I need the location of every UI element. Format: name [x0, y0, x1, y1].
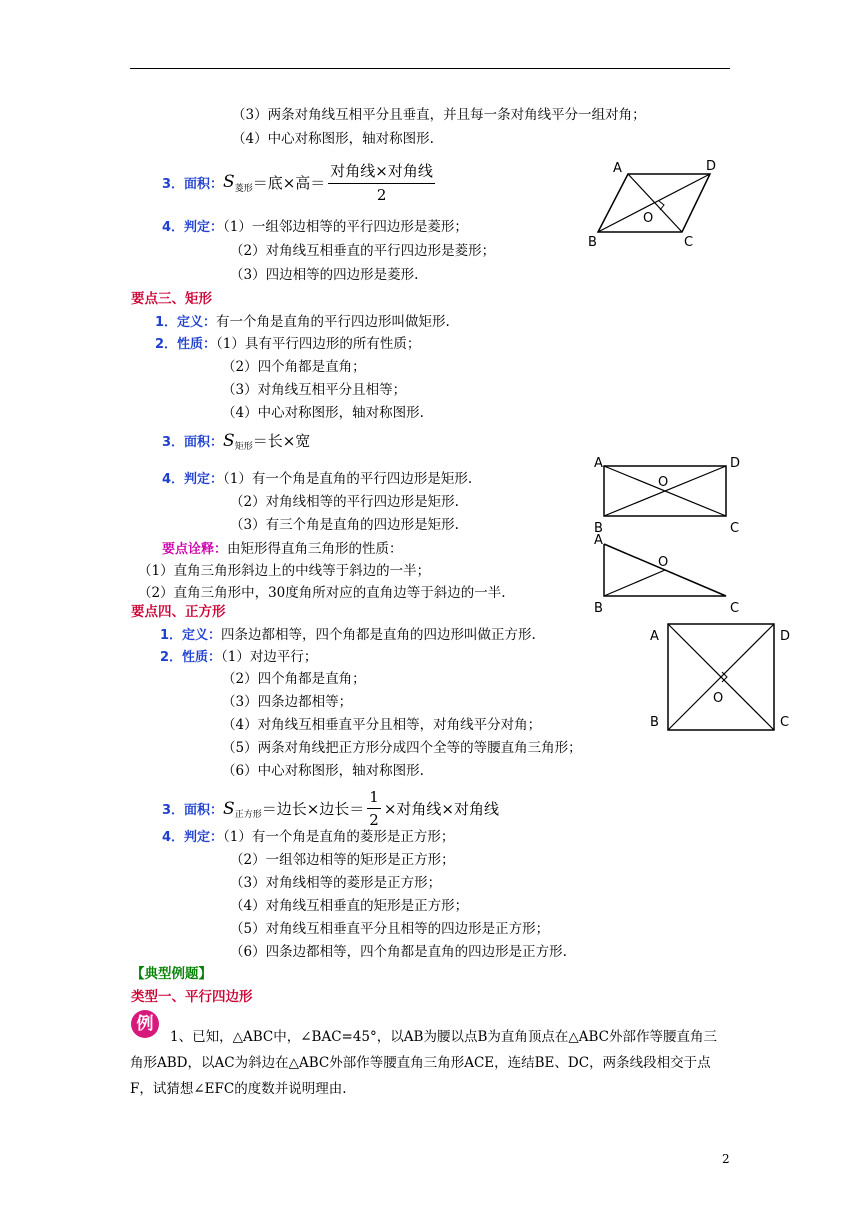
rhombus-judge-label: 4．判定： [162, 220, 224, 235]
rectangle-prop-4: （4）中心对称图形，轴对称图形. [222, 405, 424, 421]
area-fraction [328, 160, 435, 204]
area-symbol: S [223, 172, 235, 192]
square-prop-3: （3）四条边都相等； [222, 694, 353, 710]
rhombus-judge-1 [162, 218, 468, 237]
square-area-label: 3．面积： [162, 803, 224, 818]
area-subscript: 正方形 [234, 810, 262, 820]
example-problem: 1、已知，△ABC中，∠BAC=45°，以AB为腰以点B为直角顶点在△ABC外部作等腰直角三角形ABD，以AC为斜边在△ABC外部作等腰直角三角形ACE，连结BE、DC，两条线段相交于点F，试猜想∠EFC的度数并说明理由. [130, 1029, 717, 1097]
judge-text: （1）有一个角是直角的平行四边形是矩形. [223, 471, 473, 487]
right-triangle-figure [590, 532, 750, 616]
area-mid: ＝边长×边长＝ [261, 800, 365, 818]
tri-label-a: A [594, 533, 603, 548]
area-subscript: 矩形 [234, 442, 253, 452]
rhombus-label-o: O [643, 211, 654, 226]
square-prop-6: （6）中心对称图形，轴对称图形. [222, 763, 424, 779]
rect-label-c: C [730, 521, 740, 536]
square-label-a: A [650, 629, 659, 644]
prop-label: 2．性质： [155, 337, 217, 352]
square-judge-6: （6）四条边都相等，四个角都是直角的四边形是正方形. [230, 944, 567, 960]
square-prop-2: （2）四个角都是直角； [222, 671, 366, 687]
judge-label: 4．判定： [162, 830, 224, 845]
fraction-numerator: 1 [367, 788, 381, 809]
square-label-b: B [650, 715, 659, 730]
examples-heading: 【典型例题】 [131, 966, 212, 982]
judge-text: （1）一组邻边相等的平行四边形是菱形； [223, 219, 468, 235]
area-tail: ×对角线×对角线 [383, 800, 499, 818]
rhombus-label-d: D [706, 159, 717, 174]
rhombus-figure [580, 152, 730, 256]
square-judge-4: （4）对角线互相垂直的矩形是正方形； [230, 898, 469, 914]
square-judge-2: （2）一组邻边相等的矩形是正方形； [230, 852, 455, 868]
square-label-o: O [713, 691, 724, 706]
rhombus-prop-4: （4）中心对称图形，轴对称图形. [232, 131, 434, 147]
def-text: 有一个角是直角的平行四边形叫做矩形. [216, 314, 450, 330]
rhombus-area-formula [162, 160, 438, 204]
rectangle-note-1: （1）直角三角形斜边上的中线等于斜边的一半； [138, 563, 431, 579]
header-rule [130, 68, 730, 69]
rectangle-prop-1 [155, 335, 420, 354]
fraction-denominator: 2 [369, 811, 379, 829]
rhombus-label-c: C [684, 235, 694, 250]
page-number: 2 [722, 1152, 730, 1166]
area-mid: ＝底×高＝ [252, 173, 326, 192]
area-symbol: S [223, 430, 235, 451]
rectangle-heading: 要点三、矩形 [131, 291, 212, 307]
square-heading: 要点四、正方形 [131, 604, 226, 620]
tri-label-b: B [594, 601, 603, 616]
rectangle-definition [155, 313, 450, 332]
square-judge-1 [162, 828, 454, 847]
rhombus-area-label: 3．面积： [162, 176, 224, 192]
judge-text: （1）有一个角是直角的菱形是正方形； [223, 829, 455, 845]
tri-label-o: O [658, 555, 669, 570]
note-label: 要点诠释： [162, 542, 228, 557]
square-area-formula [162, 788, 499, 829]
rectangle-area-formula [162, 430, 310, 451]
square-prop-4: （4）对角线互相垂直平分且相等，对角线平分对角； [222, 717, 542, 733]
square-judge-3: （3）对角线相等的菱形是正方形； [230, 875, 442, 891]
rhombus-label-a: A [613, 161, 622, 176]
area-rest: ＝长×宽 [252, 432, 311, 450]
rect-label-o: O [658, 475, 669, 490]
area-subscript: 菱形 [234, 183, 253, 194]
rectangle-note [162, 540, 403, 559]
square-label-c: C [780, 715, 790, 730]
def-text: 四条边都相等，四个角都是直角的四边形叫做正方形. [221, 627, 536, 643]
square-judge-5: （5）对角线互相垂直平分且相等的四边形是正方形； [230, 921, 550, 937]
rect-label-b: B [594, 521, 603, 536]
def-label: 1．定义： [155, 315, 217, 330]
square-prop-5: （5）两条对角线把正方形分成四个全等的等腰直角三角形； [222, 740, 582, 756]
rectangle-judge-1 [162, 470, 472, 489]
rectangle-note-2: （2）直角三角形中，30度角所对应的直角边等于斜边的一半. [138, 585, 506, 601]
type-one-heading: 类型一、平行四边形 [131, 989, 253, 1005]
square-prop-1 [160, 648, 317, 667]
tri-label-c: C [730, 601, 740, 616]
judge-label: 4．判定： [162, 472, 224, 487]
rhombus-prop-3: （3）两条对角线互相平分且垂直，并且每一条对角线平分一组对角； [232, 107, 646, 123]
example-badge-icon: 例 [131, 1010, 159, 1038]
square-label-d: D [780, 629, 791, 644]
rect-label-d: D [730, 456, 741, 471]
rectangle-prop-3: （3）对角线互相平分且相等； [222, 382, 407, 398]
def-label: 1．定义： [160, 628, 222, 643]
rectangle-judge-3: （3）有三个角是直角的四边形是矩形. [230, 517, 459, 533]
rectangle-area-label: 3．面积： [162, 435, 224, 450]
rectangle-prop-2: （2）四个角都是直角； [222, 359, 366, 375]
prop-text: （1）具有平行四边形的所有性质； [216, 336, 421, 352]
fraction-denominator: 2 [376, 186, 387, 204]
square-definition [160, 626, 536, 645]
rhombus-judge-2: （2）对角线互相垂直的平行四边形是菱形； [230, 243, 496, 259]
prop-label: 2．性质： [160, 650, 222, 665]
rectangle-judge-2: （2）对角线相等的平行四边形是矩形. [230, 494, 459, 510]
note-text: 由矩形得直角三角形的性质： [227, 541, 403, 557]
area-fraction [367, 788, 381, 829]
square-figure [640, 620, 800, 736]
rhombus-judge-3: （3）四边相等的四边形是菱形. [230, 267, 419, 283]
fraction-numerator: 对角线×对角线 [328, 160, 435, 184]
rhombus-label-b: B [588, 235, 597, 250]
rectangle-figure [590, 452, 750, 538]
area-symbol: S [223, 798, 235, 819]
rect-label-a: A [594, 456, 603, 471]
prop-text: （1）对边平行； [221, 649, 318, 665]
